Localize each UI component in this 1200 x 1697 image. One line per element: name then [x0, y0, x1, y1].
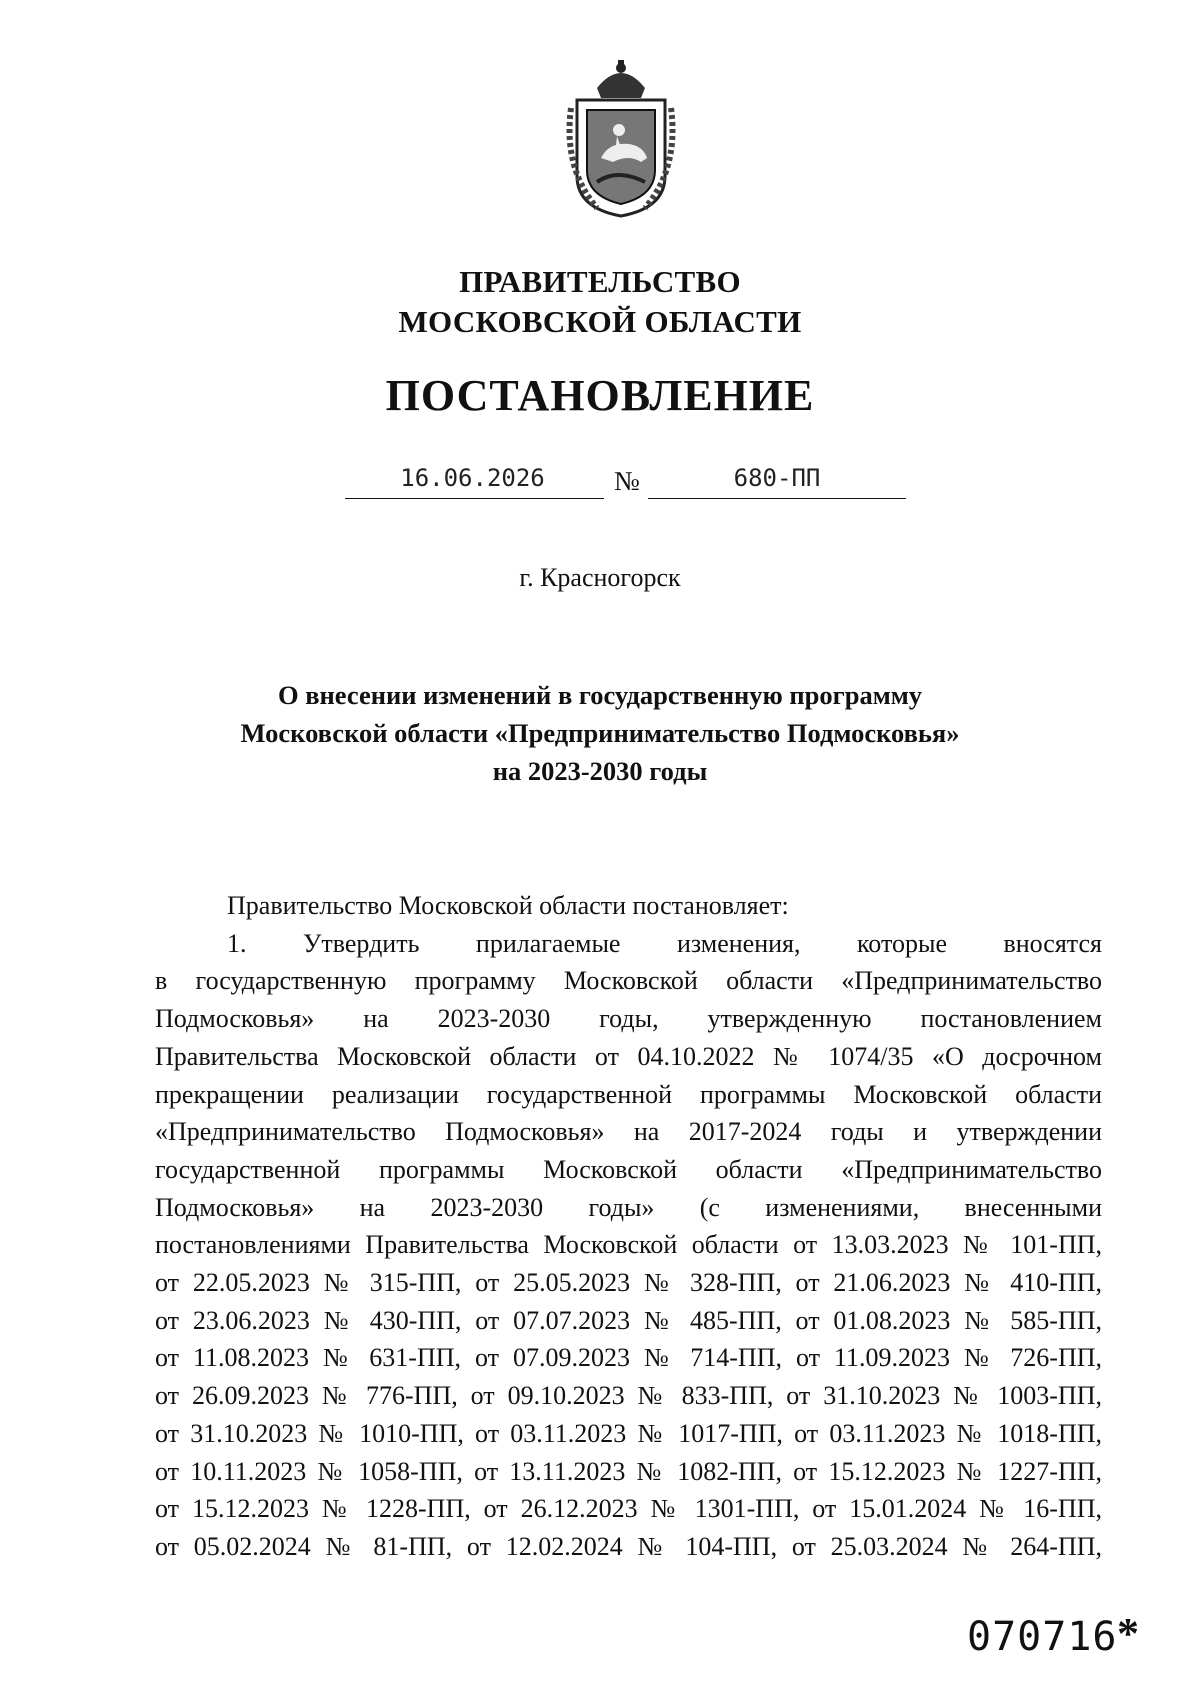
paragraph-line: государственной программы Московской области «Предпринимательство [155, 1154, 1102, 1184]
document-body [155, 887, 1102, 1566]
organization-name-line1: ПРАВИТЕЛЬСТВО [459, 264, 741, 299]
paragraph-line: от 15.12.2023 № 1228-ПП, от 26.12.2023 № 1301-ПП, от 15.01.2024 № 16-ПП, [155, 1494, 1102, 1524]
paragraph-line: Подмосковья» на 2023-2030 годы» (с изменениями, внесенными [155, 1192, 1102, 1222]
paragraph-line: Правительства Московской области от 04.10.2022 № 1074/35 «О досрочном [155, 1041, 1102, 1071]
asterisk-mark: * [1117, 1609, 1139, 1658]
paragraph-line: от 05.02.2024 № 81-ПП, от 12.02.2024 № 104-ПП, от 25.03.2024 № 264-ПП, [155, 1531, 1102, 1561]
document-serial-number: 070716 [967, 1614, 1118, 1660]
moscow-oblast-coat-of-arms-icon [557, 58, 685, 218]
paragraph-line: Подмосковья» на 2023-2030 годы, утвержденную постановлением [155, 1004, 1102, 1034]
document-type-heading: ПОСТАНОВЛЕНИЕ [385, 371, 815, 420]
registration-line [0, 458, 1200, 504]
city-name: г. Красногорск [519, 563, 681, 592]
paragraph-1 [155, 925, 1102, 1566]
paragraph-line: от 11.08.2023 № 631-ПП, от 07.09.2023 № 714-ПП, от 11.09.2023 № 726-ПП, [155, 1343, 1102, 1373]
number-underline [648, 498, 906, 499]
date-underline [345, 498, 604, 499]
title-line: Московской области «Предпринимательство Подмосковья» [240, 718, 960, 748]
document-title [0, 676, 1200, 790]
enacting-clause: Правительство Московской области постановляет: [227, 891, 789, 920]
document-number: 680-ПП [733, 464, 821, 492]
paragraph-line: постановлениями Правительства Московской области от 13.03.2023 № 101-ПП, [155, 1230, 1102, 1260]
title-line: на 2023-2030 годы [492, 756, 708, 786]
paragraph-line: от 22.05.2023 № 315-ПП, от 25.05.2023 № 328-ПП, от 21.06.2023 № 410-ПП, [155, 1268, 1102, 1298]
paragraph-line: прекращении реализации государственной программы Московской области [155, 1079, 1102, 1109]
paragraph-line: в государственную программу Московской области «Предпринимательство [155, 966, 1102, 996]
paragraph-line: от 23.06.2023 № 430-ПП, от 07.07.2023 № 485-ПП, от 01.08.2023 № 585-ПП, [155, 1305, 1102, 1335]
document-date: 16.06.2026 [400, 464, 545, 492]
paragraph-line: от 10.11.2023 № 1058-ПП, от 13.11.2023 № 1082-ПП, от 15.12.2023 № 1227-ПП, [155, 1456, 1102, 1486]
paragraph-line: 1. Утвердить прилагаемые изменения, которые вносятся [227, 928, 1102, 958]
number-sign: № [614, 466, 640, 496]
organization-name-line2: МОСКОВСКОЙ ОБЛАСТИ [398, 304, 802, 339]
paragraph-line: от 26.09.2023 № 776-ПП, от 09.10.2023 № 833-ПП, от 31.10.2023 № 1003-ПП, [155, 1381, 1102, 1411]
paragraph-line: «Предпринимательство Подмосковья» на 2017-2024 годы и утверждении [155, 1117, 1102, 1147]
paragraph-line: от 31.10.2023 № 1010-ПП, от 03.11.2023 № 1017-ПП, от 03.11.2023 № 1018-ПП, [155, 1418, 1102, 1448]
title-line: О внесении изменений в государственную программу [277, 680, 923, 710]
